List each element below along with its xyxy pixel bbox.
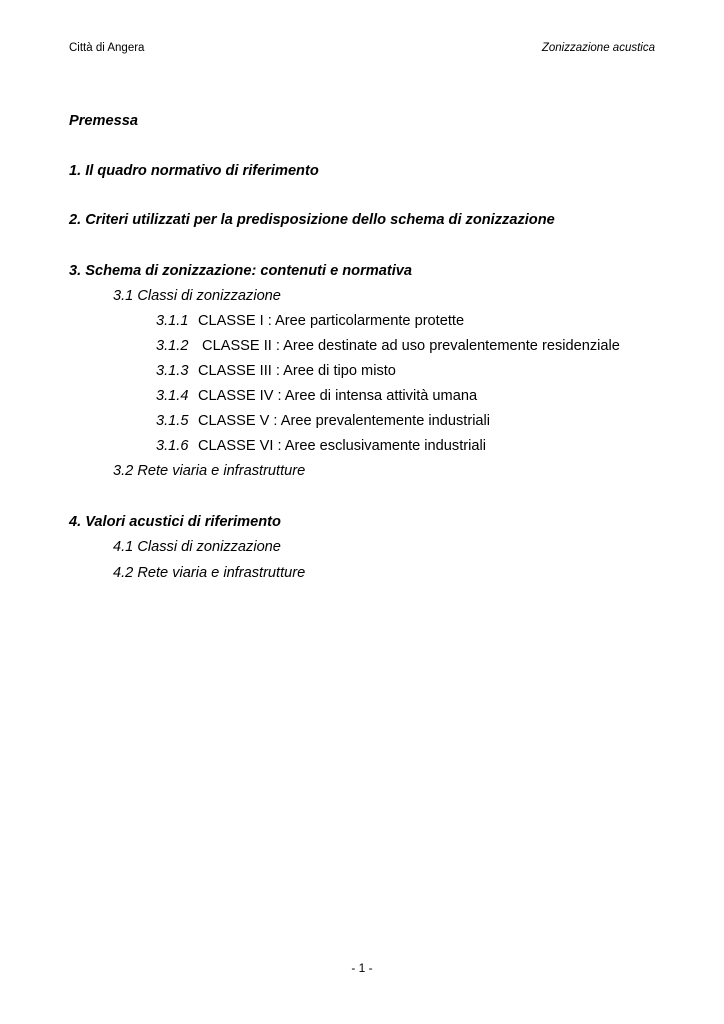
toc-item-number: 3.1.3 <box>156 363 189 379</box>
toc-item-number: 3.1.1 <box>156 313 189 329</box>
toc-section-3-2: 3.2 Rete viaria e infrastrutture <box>113 463 306 479</box>
toc-item-number: 3.1.4 <box>156 388 189 404</box>
toc-section-3-1: 3.1 Classi di zonizzazione <box>113 288 281 304</box>
toc-item-text: CLASSE V : Aree prevalentemente industriali <box>198 413 491 429</box>
header-city: Città di Angera <box>69 42 145 54</box>
toc-section-2: 2. Criteri utilizzati per la predisposizione dello schema di zonizzazione <box>69 212 555 228</box>
toc-item-3-1-4 <box>156 387 477 405</box>
toc-section-4: 4. Valori acustici di riferimento <box>69 514 281 530</box>
toc-item-text: CLASSE VI : Aree esclusivamente industriali <box>198 438 486 454</box>
toc-section-3: 3. Schema di zonizzazione: contenuti e normativa <box>69 263 413 279</box>
toc-item-text: CLASSE III : Aree di tipo misto <box>198 363 396 379</box>
toc-item-3-1-2 <box>156 337 620 355</box>
toc-item-3-1-5 <box>156 412 490 430</box>
toc-section-4-1: 4.1 Classi di zonizzazione <box>113 539 281 555</box>
toc-item-number: 3.1.5 <box>156 413 189 429</box>
page-number: - 1 - <box>351 961 373 975</box>
toc-item-number: 3.1.6 <box>156 438 189 454</box>
toc-item-number: 3.1.2 <box>156 338 189 354</box>
toc-item-3-1-6 <box>156 437 486 455</box>
toc-item-text: CLASSE I : Aree particolarmente protette <box>198 313 465 329</box>
toc-item-text: CLASSE II : Aree destinate ad uso prevalentemente residenziale <box>198 338 620 354</box>
toc-item-3-1-3 <box>156 362 396 380</box>
toc-section-4-2: 4.2 Rete viaria e infrastrutture <box>113 565 306 581</box>
toc-item-text: CLASSE IV : Aree di intensa attività umana <box>198 388 478 404</box>
header-document-title: Zonizzazione acustica <box>541 42 655 54</box>
toc-premessa: Premessa <box>69 113 138 129</box>
toc-section-1: 1. Il quadro normativo di riferimento <box>69 163 319 179</box>
toc-item-3-1-1 <box>156 312 464 330</box>
